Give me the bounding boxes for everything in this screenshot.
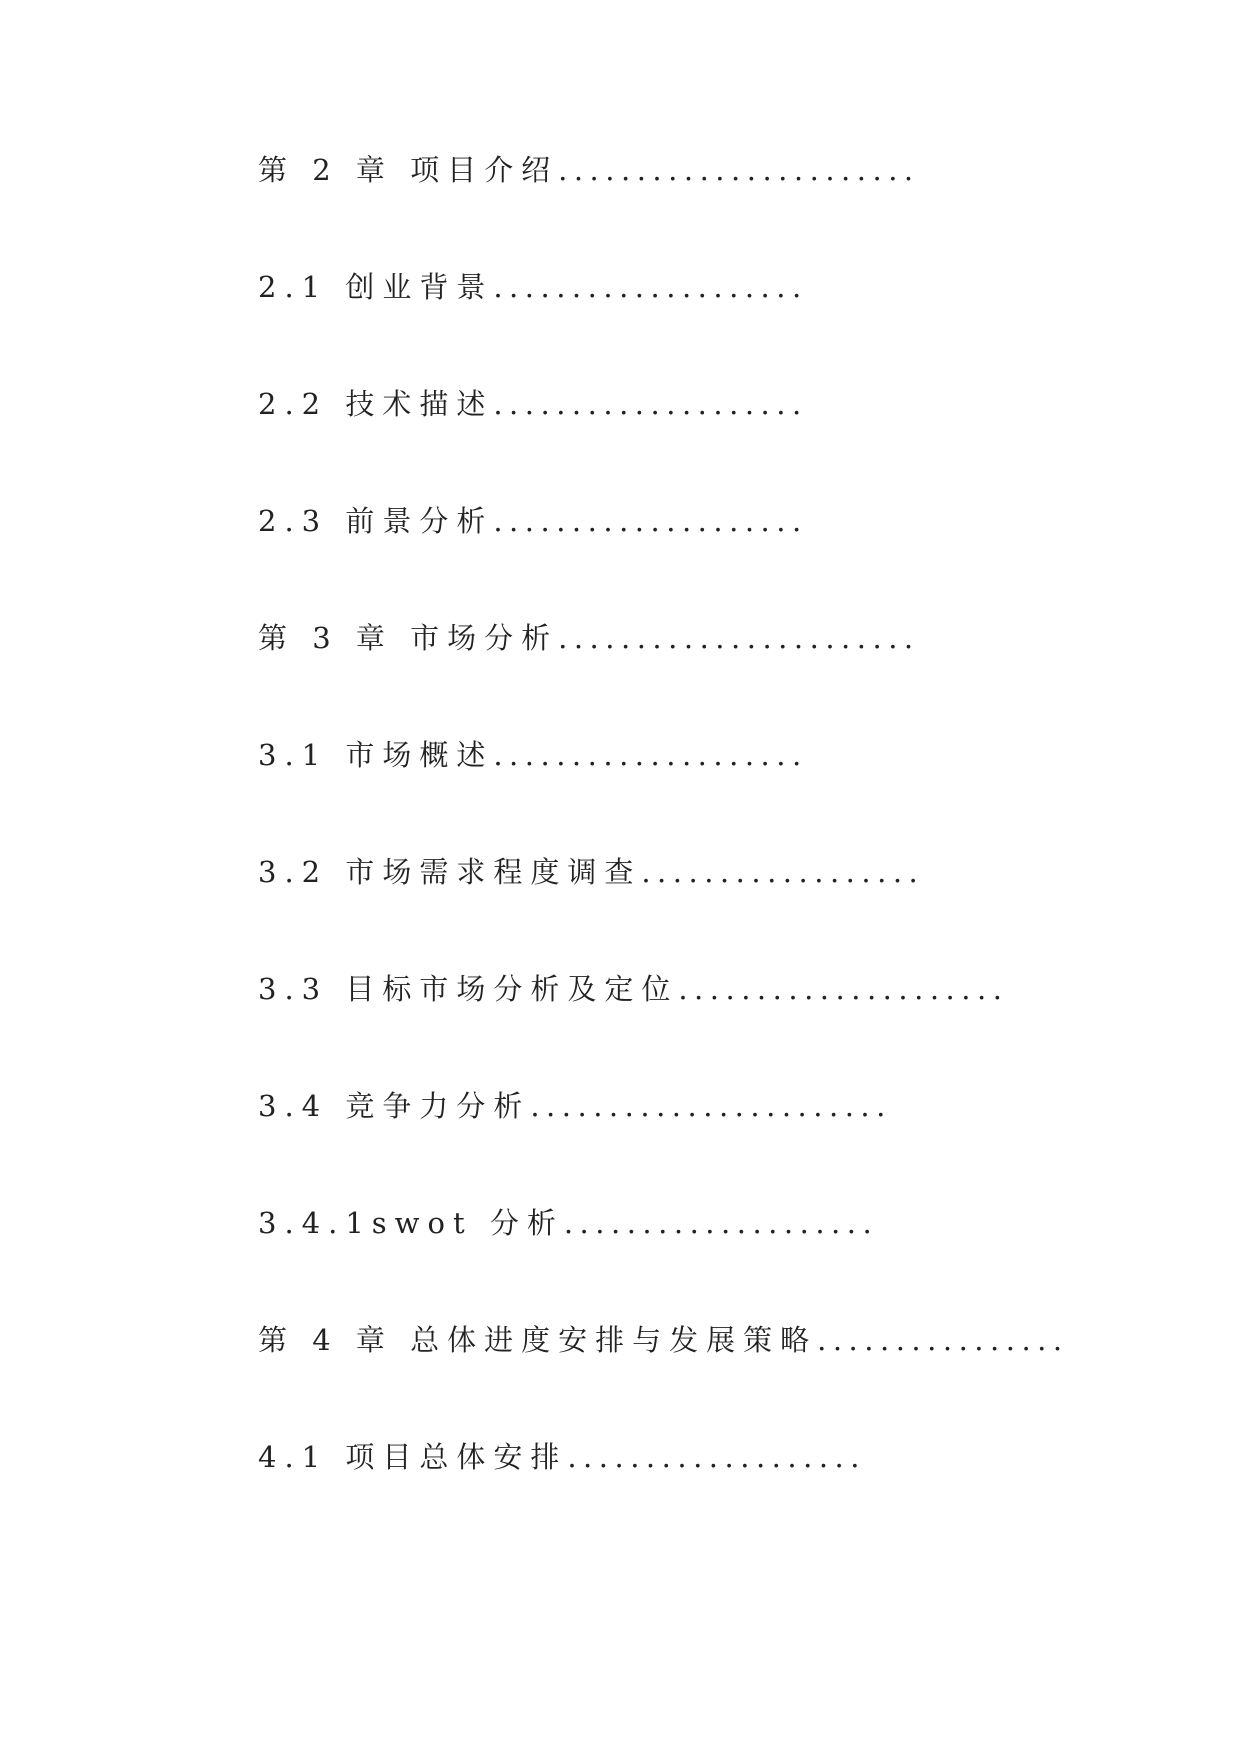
toc-dot-leader: ................... (567, 1440, 866, 1474)
toc-entry-label: 第 3 章 市场分析 (258, 621, 559, 655)
toc-dot-leader: .................... (493, 738, 808, 772)
toc-entry-label: 2.2 技术描述 (258, 387, 494, 421)
toc-dot-leader: ................ (817, 1323, 1069, 1357)
table-of-contents (258, 150, 1158, 1554)
toc-entry[interactable] (258, 969, 1158, 1086)
toc-entry[interactable] (258, 1203, 1158, 1320)
toc-entry[interactable] (258, 1086, 1158, 1203)
toc-dot-leader: .................... (563, 1206, 879, 1240)
toc-entry[interactable] (258, 852, 1158, 969)
toc-dot-leader: ....................... (558, 153, 920, 187)
toc-dot-leader: .................... (493, 387, 808, 421)
toc-entry[interactable] (258, 267, 1158, 384)
toc-entry[interactable] (258, 150, 1158, 267)
toc-entry-label: 3.3 目标市场分析及定位 (258, 972, 679, 1006)
toc-entry-label: 2.1 创业背景 (258, 270, 494, 304)
toc-entry[interactable] (258, 1437, 1158, 1554)
toc-entry[interactable] (258, 501, 1158, 618)
toc-entry-label: 4.1 项目总体安排 (258, 1440, 568, 1474)
toc-entry-label: 3.2 市场需求程度调查 (258, 855, 642, 889)
toc-entry[interactable] (258, 1320, 1158, 1437)
toc-dot-leader: .................... (493, 504, 808, 538)
toc-entry-label: 2.3 前景分析 (258, 504, 494, 538)
toc-dot-leader: ....................... (530, 1089, 892, 1123)
toc-dot-leader: .................... (493, 270, 808, 304)
toc-entry[interactable] (258, 735, 1158, 852)
toc-entry-label: 第 2 章 项目介绍 (258, 153, 559, 187)
toc-dot-leader: ....................... (558, 621, 920, 655)
toc-entry-label: 第 4 章 总体进度安排与发展策略 (258, 1323, 818, 1357)
toc-entry-label: 3.1 市场概述 (258, 738, 494, 772)
toc-entry-label: 3.4 竞争力分析 (258, 1089, 531, 1123)
toc-dot-leader: .................. (641, 855, 925, 889)
toc-entry-label: 3.4.1swot 分析 (258, 1206, 564, 1240)
toc-entry[interactable] (258, 384, 1158, 501)
toc-dot-leader: ..................... (678, 972, 1009, 1006)
toc-entry[interactable] (258, 618, 1158, 735)
